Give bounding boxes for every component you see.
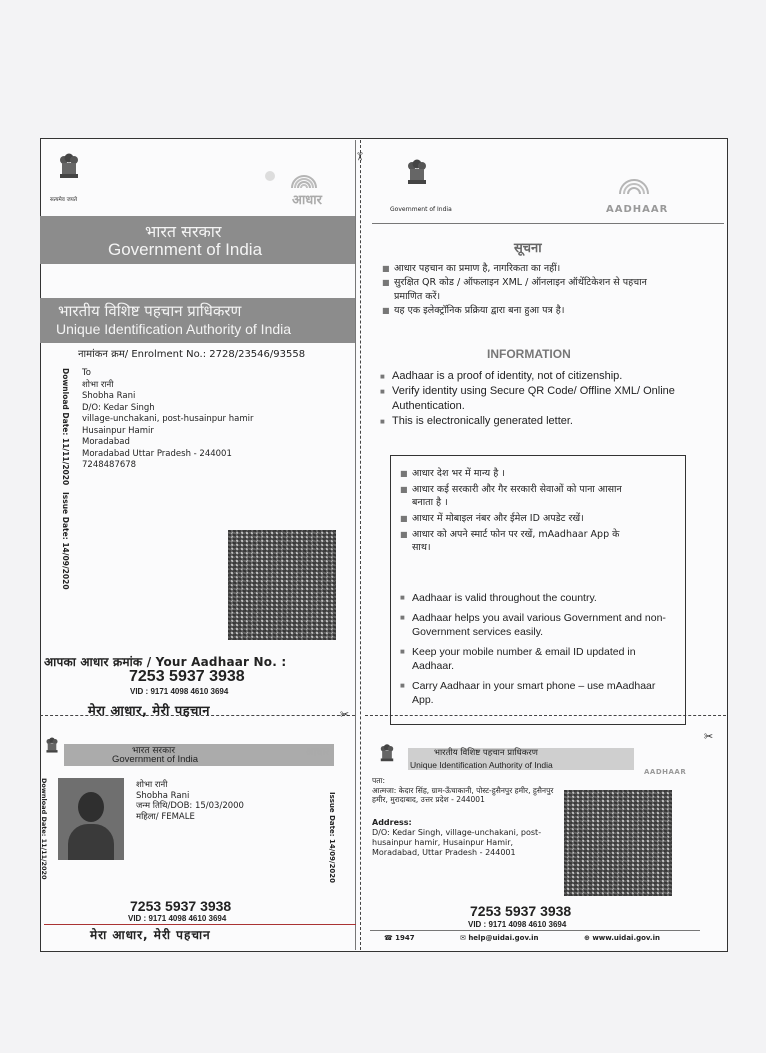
national-emblem-icon (44, 736, 60, 758)
address-line: Moradabad Uttar Pradesh - 244001 (82, 448, 232, 459)
card-front-vid: VID : 9171 4098 4610 3694 (128, 914, 227, 923)
aadhaar-number-label: आपका आधार क्रमांक / Your Aadhaar No. : (44, 655, 287, 669)
address-english-block (372, 818, 552, 858)
info-box-english-item: ■ Carry Aadhaar in your smart phone – use mAadhaar App. (400, 679, 670, 707)
card-back-vid: VID : 9171 4098 4610 3694 (468, 920, 567, 929)
address-line: To (82, 368, 91, 378)
info-box-hindi-item: ■ आधार को अपने स्मार्ट फोन पर रखें, mAadhaar App के साथ। (400, 528, 640, 554)
information-item: ■ This is electronically generated letter. (380, 414, 696, 429)
name-english: Shobha Rani (136, 790, 190, 801)
info-box-hindi-item: ■ आधार कई सरकारी और गैर सरकारी सेवाओं को पाना आसान बनाता है । (400, 483, 640, 509)
info-box-english-item: ■ Keep your mobile number & email ID updated in Aadhaar. (400, 645, 670, 673)
aadhaar-logo-icon (596, 164, 676, 198)
red-rule (44, 924, 356, 925)
national-emblem-icon (56, 152, 82, 186)
uidai-title-english: Unique Identification Authority of India (56, 321, 292, 337)
emblem-caption: Government of India (390, 206, 452, 213)
card-front-logo: आधार (306, 747, 330, 758)
info-box-hindi-item: ■ आधार देश भर में मान्य है । (400, 467, 640, 480)
info-box-english-list (400, 591, 670, 707)
website-contact (584, 934, 660, 942)
phone-icon: ☎ (384, 934, 393, 942)
gender: महिला/ FEMALE (136, 811, 195, 822)
aadhaar-logo-text: AADHAAR (606, 204, 669, 215)
card-back-band-english: Unique Identification Authority of India (410, 760, 553, 770)
address-line: Husainpur Hamir (82, 425, 154, 436)
uidai-title-hindi: भारतीय विशिष्ट पहचान प्राधिकरण (58, 302, 242, 320)
information-list (380, 369, 696, 429)
address-hindi: आत्मजा: केदार सिंह, ग्राम-ऊँचाकानी, पोस्ट-हुसैनपुर हमीर, हुसैनपुर हमीर, मुरादाबाद, उत्तर प्रदेश - 244001 (372, 785, 554, 804)
address-label-hindi: पता: (372, 776, 386, 785)
scissors-icon: ✂ (704, 730, 714, 743)
aadhaar-number: 7253 5937 3938 (129, 668, 245, 685)
uidai-band (40, 298, 355, 343)
address-line: D/O: Kedar Singh (82, 402, 155, 413)
slogan: मेरा आधार, मेरी पहचान (88, 704, 211, 719)
email-contact (460, 934, 538, 942)
enrolment-number: 2728/23546/93558 (209, 349, 306, 360)
address-label-english: Address: (372, 818, 412, 827)
card-front-band (64, 744, 334, 766)
website-url: www.uidai.gov.in (592, 934, 660, 942)
date-of-birth: जन्म तिथि/DOB: 15/03/2000 (136, 801, 244, 811)
card-back-qr-code (564, 790, 672, 896)
aadhaar-logo-text: आधार (292, 193, 322, 208)
helpline (384, 934, 415, 942)
card-back-aadhaar-number: 7253 5937 3938 (470, 903, 572, 919)
band-title-english: Government of India (108, 240, 263, 259)
government-band (40, 216, 355, 264)
scissors-icon: ✂ (353, 151, 367, 162)
address-english: D/O: Kedar Singh, village-unchakani, post-husainpur hamir, Husainpur Hamir, Moradabad, Uttar Pradesh - 244001 (372, 828, 542, 857)
card-front-slogan: मेरा आधार, मेरी पहचान (90, 928, 211, 942)
footer-rule (370, 930, 700, 931)
recipient-address (82, 368, 292, 472)
notice-item: ■ आधार पहचान का प्रमाण है, नागरिकता का नहीं। (382, 262, 672, 276)
notice-list (382, 262, 672, 318)
card-front-band-english: Government of India (112, 754, 199, 765)
info-box-hindi-item: ■ आधार में मोबाइल नंबर और ईमेल ID अपडेट रखें। (400, 512, 640, 525)
address-line: 7248487678 (82, 460, 137, 470)
info-box-english-item: ■ Aadhaar helps you avail various Government and non-Government services easily. (400, 611, 670, 639)
national-emblem-icon (378, 743, 396, 767)
information-item: ■ Aadhaar is a proof of identity, not of citizenship. (380, 369, 696, 384)
band-title-hindi: भारत सरकार (145, 222, 222, 241)
vid-number: VID : 9171 4098 4610 3694 (130, 687, 229, 696)
card-download-date: Download Date: 11/11/2020 (40, 778, 48, 880)
notice-item: ■ यह एक इलेक्ट्रॉनिक प्रक्रिया द्वारा बना हुआ पत्र है। (382, 304, 672, 318)
email-address: help@uidai.gov.in (468, 934, 539, 942)
enrolment-label: नामांकन क्रम/ Enrolment No.: (78, 349, 207, 360)
information-title: INFORMATION (487, 347, 571, 361)
globe-icon: ⊕ (584, 934, 590, 942)
center-cut-line (360, 140, 361, 950)
notice-item: ■ सुरक्षित QR कोड / ऑफलाइन XML / ऑनलाइन ऑथेंटिकेशन से पहचान प्रमाणित करें। (382, 276, 672, 304)
card-back-band-hindi: भारतीय विशिष्ट पहचान प्राधिकरण (434, 748, 538, 758)
enrolment-line (78, 346, 305, 360)
address-line: village-unchakani, post-husainpur hamir (82, 414, 254, 424)
information-item: ■ Verify identity using Secure QR Code/ Offline XML/ Online Authentication. (380, 384, 696, 414)
card-back-logo: AADHAAR (644, 768, 687, 776)
notice-title: सूचना (514, 241, 542, 256)
header-rule (372, 223, 724, 224)
center-divider-line (355, 140, 356, 950)
card-front-aadhaar-number: 7253 5937 3938 (130, 898, 232, 914)
address-line: शोभा रानी (82, 379, 114, 390)
mail-icon: ✉ (460, 934, 466, 942)
name-hindi: शोभा रानी (136, 780, 168, 790)
national-emblem-icon (404, 158, 430, 192)
address-line: Moradabad (82, 437, 130, 447)
address-hindi-block (372, 776, 562, 805)
info-box-english-item: ■ Aadhaar is valid throughout the country. (400, 591, 670, 605)
issue-date: Issue Date: 14/09/2020 (61, 492, 70, 590)
card-issue-date: Issue Date: 14/09/2020 (328, 792, 336, 884)
emblem-caption: सत्यमेव जयते (50, 197, 78, 203)
scissors-icon: ✂ (340, 708, 350, 721)
profile-photo (58, 778, 124, 860)
qr-code (228, 530, 336, 640)
card-front-band-hindi: भारत सरकार (132, 746, 176, 756)
info-box-hindi-list (400, 467, 640, 554)
card-back-band (408, 748, 634, 770)
helpline-number: 1947 (395, 934, 415, 942)
address-line: Shobha Rani (82, 391, 136, 401)
card-front-details (136, 780, 244, 822)
download-date: Download Date: 11/11/2020 (61, 368, 70, 486)
